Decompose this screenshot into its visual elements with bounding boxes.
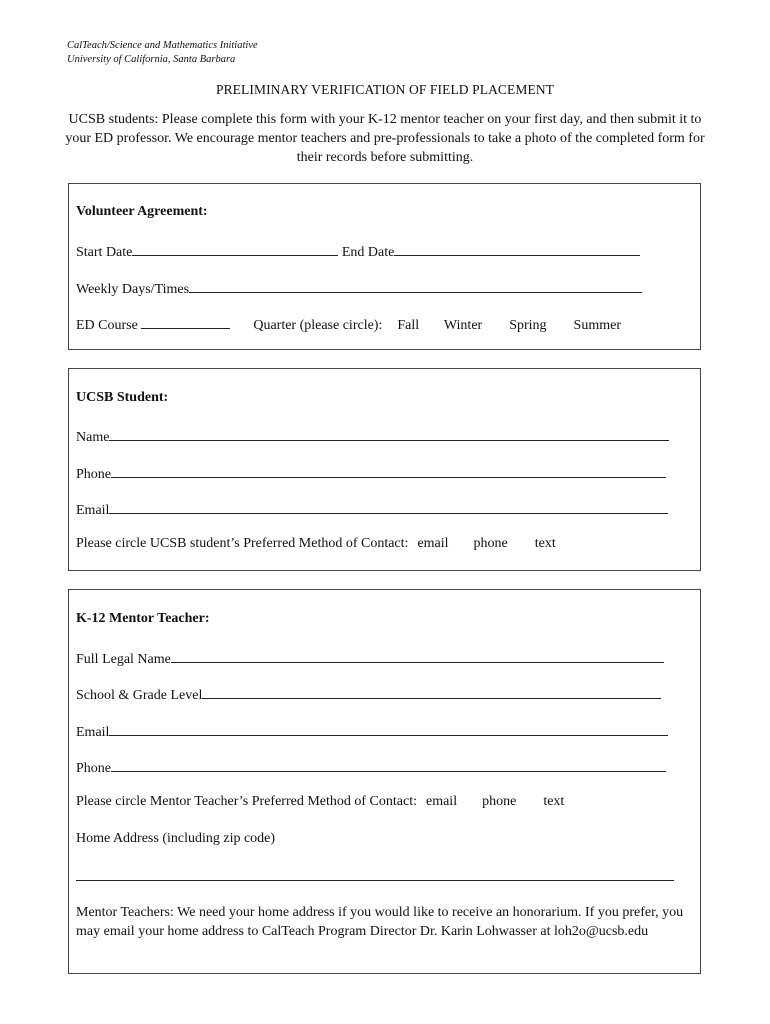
student-contact-text[interactable]: text [534,536,556,551]
start-date-field[interactable] [132,241,338,256]
student-email-row [76,499,668,519]
student-phone-field[interactable] [111,463,666,478]
student-phone-row [76,463,666,483]
quarter-fall[interactable]: Fall [397,318,420,333]
start-date-label: Start Date [76,245,133,260]
weekly-field[interactable] [189,278,642,293]
student-contact-prompt: Please circle UCSB student’s Preferred Method of Contact: [76,536,409,551]
end-date-field[interactable] [394,241,640,256]
mentor-email-field[interactable] [109,721,668,736]
volunteer-heading: Volunteer Agreement: [76,204,208,219]
weekly-row [76,278,642,298]
mentor-school-row [76,684,661,704]
student-contact-phone[interactable]: phone [473,536,508,551]
student-name-row [76,426,669,446]
page-title: PRELIMINARY VERIFICATION OF FIELD PLACEMENT [215,82,555,97]
ucsb-student-section [68,368,701,571]
mentor-phone-label: Phone [76,761,111,776]
end-date-label: End Date [341,245,395,260]
header-line-1: CalTeach/Science and Mathematics Initiative [67,40,258,51]
student-contact-row [76,536,556,552]
document-header [67,39,258,67]
mentor-phone-row [76,757,666,777]
home-address-field[interactable] [76,880,674,881]
mentor-school-field[interactable] [202,684,661,699]
mentor-name-row [76,648,664,668]
student-name-field[interactable] [109,426,669,441]
mentor-contact-email[interactable]: email [425,794,458,809]
mentor-email-label: Email [76,725,110,740]
mentor-email-row [76,721,668,741]
mentor-name-label: Full Legal Name [76,652,171,667]
quarter-winter[interactable]: Winter [443,318,483,333]
student-contact-email[interactable]: email [417,536,449,551]
quarter-label: Quarter (please circle): [253,318,383,333]
student-name-label: Name [76,430,110,445]
honorarium-note: Mentor Teachers: We need your home address if you would like to receive an honorarium. If you prefer, you may email your home address to CalTeach Program Director Dr. Karin Lohwasser at loh2o@ucsb.edu [76,905,684,939]
quarter-summer[interactable]: Summer [573,318,621,333]
mentor-contact-prompt: Please circle Mentor Teacher’s Preferred Method of Contact: [76,794,417,809]
student-email-field[interactable] [109,499,668,514]
course-row [76,314,621,334]
student-heading: UCSB Student: [76,390,169,405]
mentor-contact-row [76,794,564,810]
ed-course-field[interactable] [141,314,230,329]
quarter-spring[interactable]: Spring [509,318,547,333]
intro-text: UCSB students: Please complete this form with your K-12 mentor teacher on your first day, and then submit it to your ED professor. We encourage mentor teachers and pre-professionals to take a photo of the completed form for their records before submitting. [65,112,705,165]
date-row [76,241,640,261]
mentor-teacher-section [68,589,701,974]
mentor-phone-field[interactable] [111,757,666,772]
mentor-name-field[interactable] [171,648,664,663]
mentor-contact-phone[interactable]: phone [482,794,517,809]
header-line-2: University of California, Santa Barbara [67,54,236,65]
mentor-heading: K-12 Mentor Teacher: [76,611,210,626]
mentor-school-label: School & Grade Level [76,688,203,703]
weekly-label: Weekly Days/Times [76,282,190,297]
mentor-contact-text[interactable]: text [543,794,565,809]
student-phone-label: Phone [76,467,111,482]
home-address-label: Home Address (including zip code) [76,831,276,846]
student-email-label: Email [76,503,110,518]
volunteer-agreement-section [68,183,701,350]
ed-course-label: ED Course [76,318,138,333]
